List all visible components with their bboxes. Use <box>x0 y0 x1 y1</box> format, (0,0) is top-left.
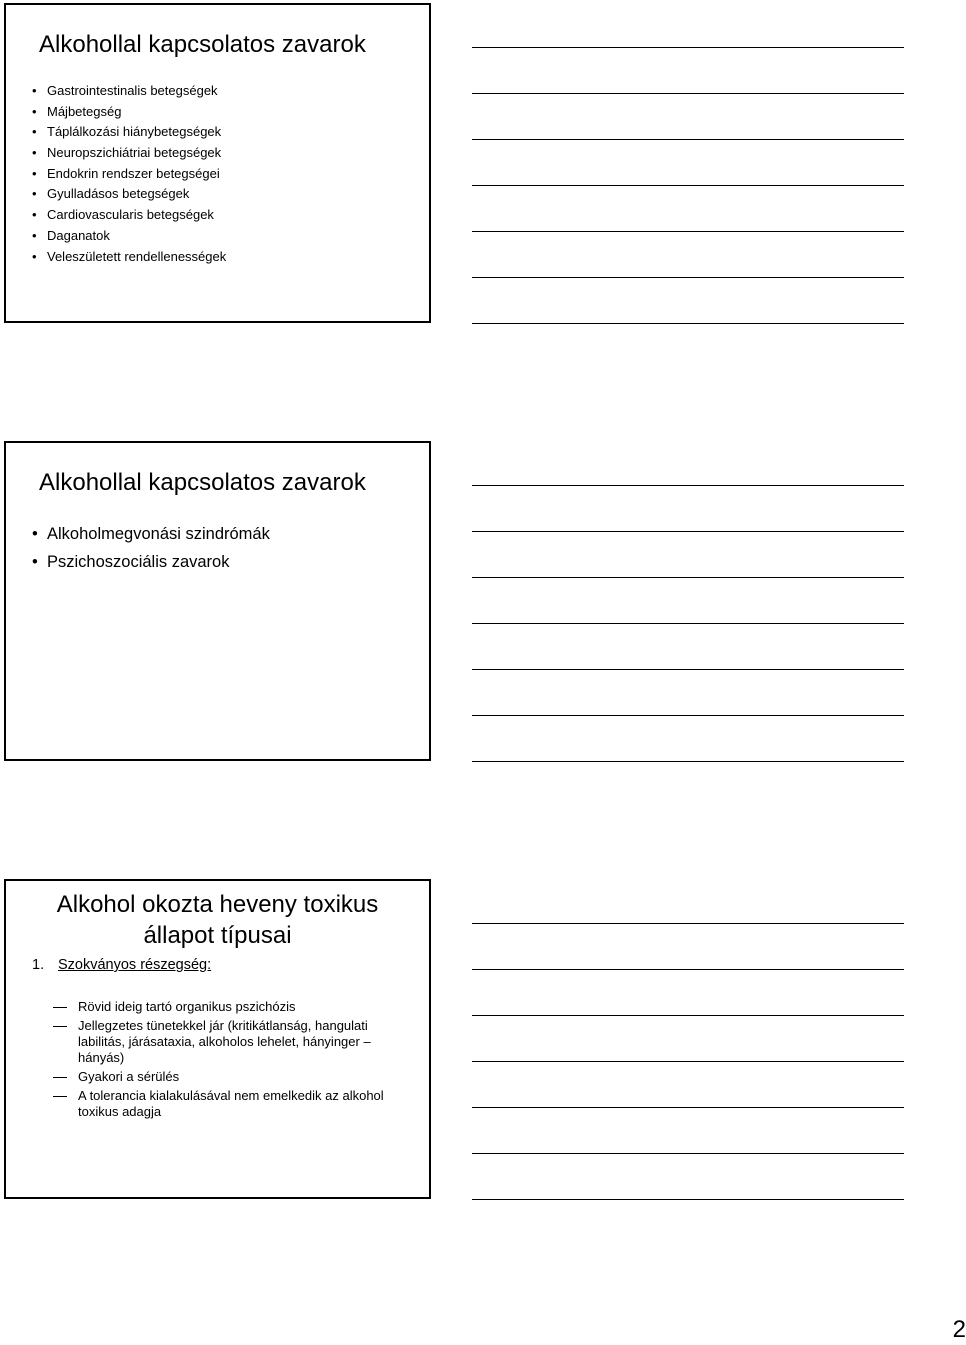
note-line <box>472 1107 904 1108</box>
bullet-item: • Endokrin rendszer betegségei <box>32 164 226 185</box>
note-line <box>472 715 904 716</box>
dash-item: Gyakori a sérülés <box>51 1069 411 1085</box>
bullet-item: • Májbetegség <box>32 102 226 123</box>
dash-item: Jellegzetes tünetekkel jár (kritikátlanság, hangulati labilitás, járásataxia, alkoholos lehelet, hányinger – hányás) <box>51 1018 411 1066</box>
note-line <box>472 185 904 186</box>
note-line <box>472 277 904 278</box>
bullet-item: • Gastrointestinalis betegségek <box>32 81 226 102</box>
note-line <box>472 323 904 324</box>
list-number: 1. <box>32 957 45 973</box>
note-line <box>472 1061 904 1062</box>
bullet-item: • Daganatok <box>32 226 226 247</box>
numbered-heading <box>32 957 211 973</box>
bullet-item: • Táplálkozási hiánybetegségek <box>32 122 226 143</box>
note-line <box>472 531 904 532</box>
note-line <box>472 93 904 94</box>
bullet-item: • Veleszületett rendellenességek <box>32 247 226 268</box>
slide-2 <box>4 441 431 761</box>
note-line <box>472 1015 904 1016</box>
page-number: 2 <box>952 1316 966 1343</box>
bullet-item: • Gyulladásos betegségek <box>32 184 226 205</box>
note-line <box>472 923 904 924</box>
bullet-item: • Pszichoszociális zavarok <box>32 548 270 576</box>
dash-item: Rövid ideig tartó organikus pszichózis <box>51 999 411 1015</box>
dash-list <box>51 999 411 1123</box>
slide-1 <box>4 3 431 323</box>
slide-title-line-2: állapot típusai <box>143 922 292 949</box>
note-line <box>472 485 904 486</box>
note-line <box>472 1199 904 1200</box>
bullet-list <box>32 520 270 576</box>
note-line <box>472 1153 904 1154</box>
bullet-item: • Neuropszichiátriai betegségek <box>32 143 226 164</box>
slide-title-line-1: Alkohol okozta heveny toxikus <box>56 891 379 918</box>
bullet-item: • Alkoholmegvonási szindrómák <box>32 520 270 548</box>
bullet-list <box>32 81 226 267</box>
slide-title <box>6 889 429 951</box>
note-line <box>472 139 904 140</box>
dash-item: A tolerancia kialakulásával nem emelkedik az alkohol toxikus adagja <box>51 1088 411 1120</box>
slide-title: Alkohollal kapcsolatos zavarok <box>39 469 366 496</box>
note-line <box>472 669 904 670</box>
slide-3 <box>4 879 431 1199</box>
note-line <box>472 577 904 578</box>
note-line <box>472 47 904 48</box>
slide-title: Alkohollal kapcsolatos zavarok <box>39 31 366 58</box>
note-line <box>472 969 904 970</box>
numbered-heading-text: Szokványos részegség: <box>58 957 212 973</box>
note-line <box>472 761 904 762</box>
bullet-item: • Cardiovascularis betegségek <box>32 205 226 226</box>
note-line <box>472 231 904 232</box>
note-line <box>472 623 904 624</box>
